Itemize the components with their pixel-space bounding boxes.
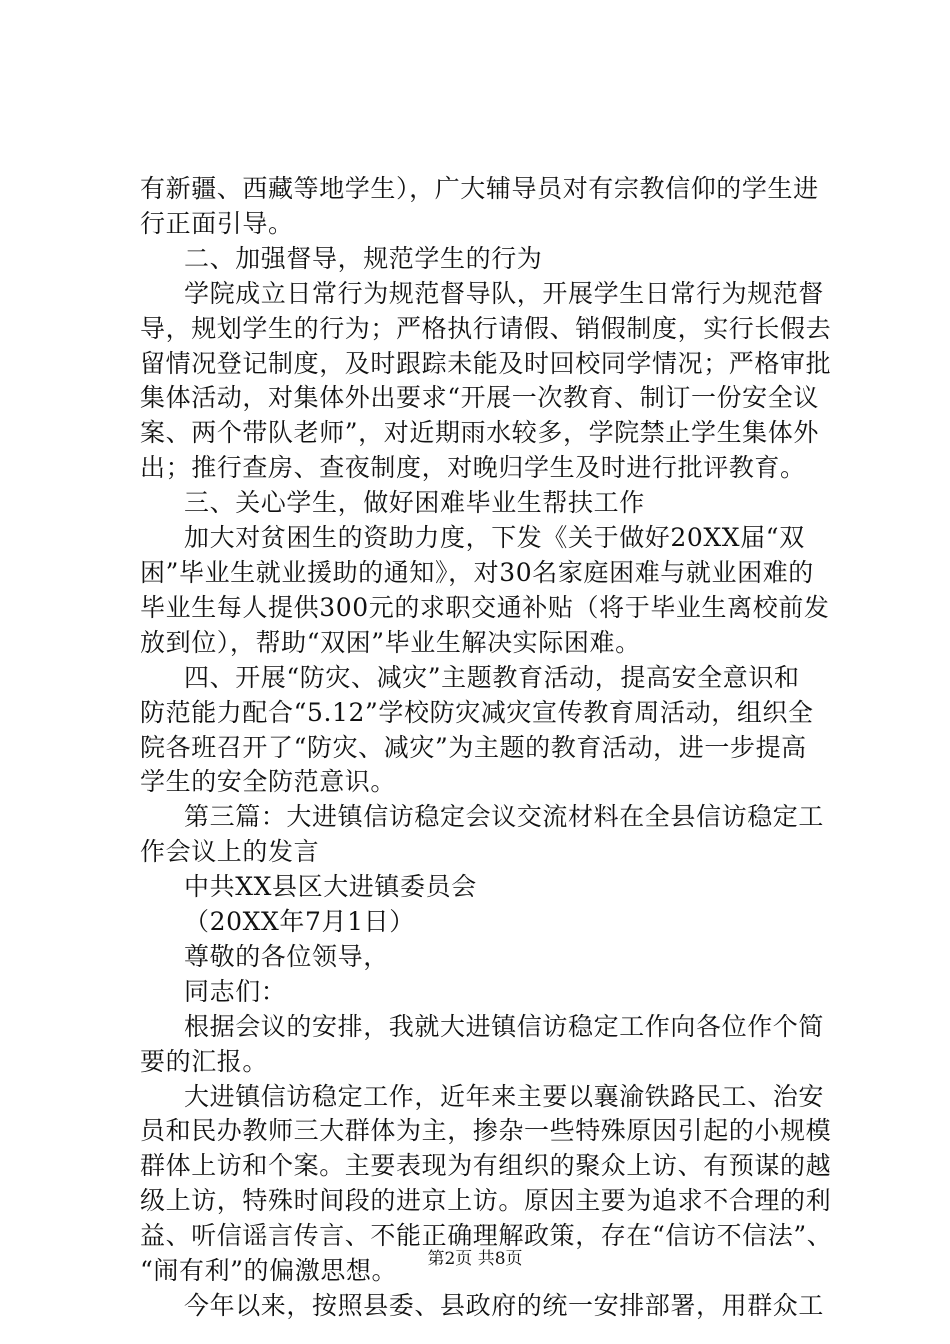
- text-line: 根据会议的安排，我就大进镇信访稳定工作向各位作个简: [184, 1011, 825, 1041]
- document-body: [140, 172, 833, 1324]
- text-line: 导，规划学生的行为；严格执行请假、销假制度，实行长假去: [140, 313, 832, 343]
- text-line: 院各班召开了“防灾、减灾”为主题的教育活动，进一步提高: [140, 732, 807, 762]
- text-line: 加大对贫困生的资助力度，下发《关于做好20XX届“双: [184, 523, 805, 553]
- text-line: 四、开展“防灾、减灾”主题教育活动，提高安全意识和: [184, 662, 800, 692]
- text-line: 员和民办教师三大群体为主，掺杂一些特殊原因引起的小规模: [140, 1116, 832, 1146]
- text-line: 级上访，特殊时间段的进京上访。原因主要为追求不合理的利: [140, 1186, 832, 1216]
- text-line: 要的汇报。: [140, 1046, 269, 1076]
- text-line: 益、听信谣言传言、不能正确理解政策，存在“信访不信法”、: [140, 1221, 833, 1251]
- text-line: 尊敬的各位领导，: [184, 941, 389, 971]
- text-line: 留情况登记制度，及时跟踪未能及时回校同学情况；严格审批: [140, 348, 832, 378]
- page-footer: 第2页 共8页: [427, 1249, 523, 1269]
- text-line: （20XX年7月1日）: [184, 907, 415, 937]
- text-line: 学生的安全防范意识。: [140, 767, 397, 797]
- text-line: 行正面引导。: [140, 208, 294, 238]
- text-line: 大进镇信访稳定工作，近年来主要以襄渝铁路民工、治安: [184, 1081, 825, 1111]
- text-line: 今年以来，按照县委、县政府的统一安排部署，用群众工: [184, 1291, 825, 1320]
- text-line: 三、关心学生，做好困难毕业生帮扶工作: [184, 488, 645, 518]
- text-line: 防范能力配合“5.12”学校防灾减灾宣传教育周活动，组织全: [140, 697, 814, 727]
- text-line: 学院成立日常行为规范督导队，开展学生日常行为规范督: [184, 278, 825, 308]
- text-line: 案、两个带队老师”，对近期雨水较多，学院禁止学生集体外: [140, 418, 819, 448]
- text-line: 二、加强督导，规范学生的行为: [184, 243, 543, 273]
- text-line: 集体活动，对集体外出要求“开展一次教育、制订一份安全议: [140, 383, 819, 413]
- text-line: 中共XX县区大进镇委员会: [184, 872, 477, 902]
- text-line: 群体上访和个案。主要表现为有组织的聚众上访、有预谋的越: [140, 1151, 832, 1181]
- text-line: 同志们：: [184, 976, 287, 1006]
- text-line: 毕业生每人提供300元的求职交通补贴（将于毕业生离校前发: [140, 592, 830, 622]
- text-line: 出；推行查房、查夜制度，对晚归学生及时进行批评教育。: [140, 453, 806, 483]
- text-line: “闹有利”的偏激思想。: [140, 1256, 398, 1286]
- text-line: 作会议上的发言: [140, 837, 320, 867]
- text-line: 放到位），帮助“双困”毕业生解决实际困难。: [140, 627, 641, 657]
- text-line: 第三篇：大进镇信访稳定会议交流材料在全县信访稳定工: [184, 802, 825, 832]
- text-line: 有新疆、西藏等地学生），广大辅导员对有宗教信仰的学生进: [140, 174, 819, 203]
- text-line: 困”毕业生就业援助的通知》，对30名家庭困难与就业困难的: [140, 557, 814, 587]
